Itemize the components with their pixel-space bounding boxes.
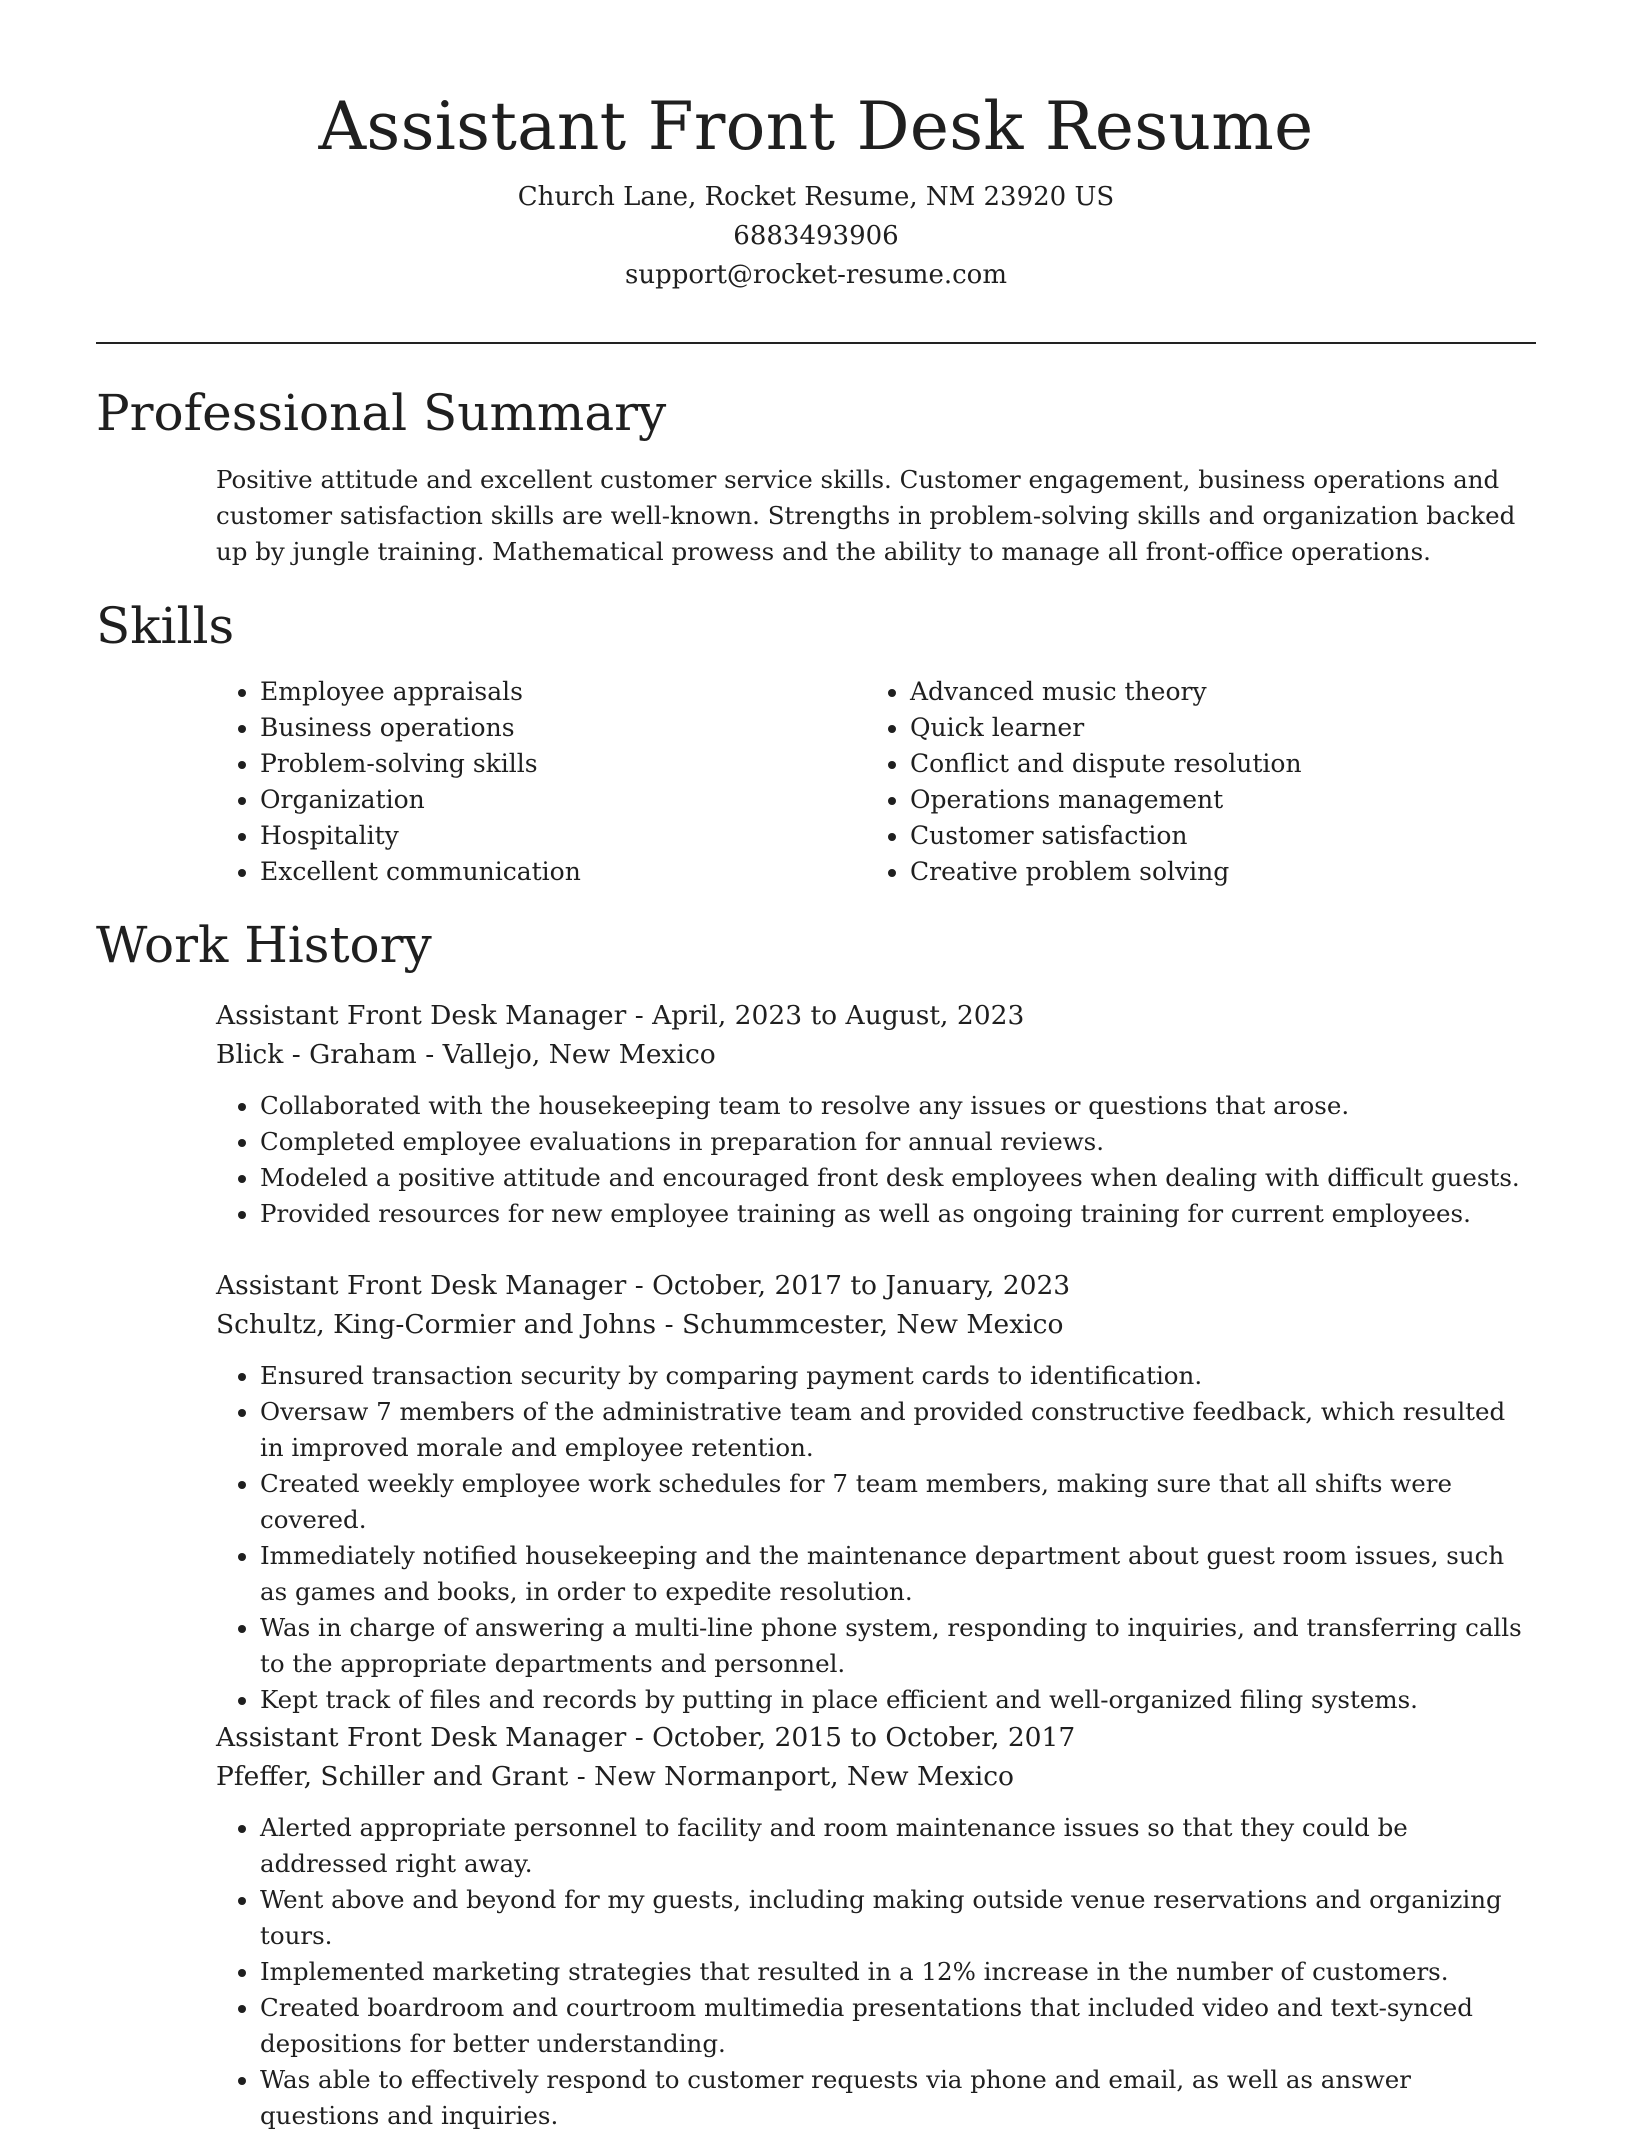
job-bullet: • Created weekly employee work schedules for 7 team members, making sure that all shifts were covered. — [260, 1466, 1536, 1538]
skill-item: • Excellent communication — [260, 854, 866, 890]
job-title: Assistant Front Desk Manager — [216, 1722, 627, 1753]
job-company-line: Pfeffer, Schiller and Grant - New Normanport, New Mexico — [216, 1761, 1014, 1792]
job-bullet: • Immediately notified housekeeping and the maintenance department about guest room issues, such as games and books, in order to expedite resolution. — [260, 1538, 1536, 1610]
job-bullets — [216, 1088, 1536, 1232]
skill-item: • Quick learner — [910, 710, 1516, 746]
job-title-line: Assistant Front Desk Manager - October, 2017 to January, 2023 — [216, 1270, 1071, 1301]
job-bullets — [216, 1810, 1536, 2134]
job-dates: April, 2023 to August, 2023 — [652, 1000, 1025, 1031]
job-bullet: • Oversaw 7 members of the administrative team and provided constructive feedback, which resulted in improved morale and employee retention. — [260, 1394, 1536, 1466]
job-title: Assistant Front Desk Manager — [216, 1270, 627, 1301]
job-bullet: • Was in charge of answering a multi-line phone system, responding to inquiries, and transferring calls to the appropriate departments and personnel. — [260, 1610, 1536, 1682]
job-title-line: Assistant Front Desk Manager - April, 2023 to August, 2023 — [216, 1000, 1025, 1031]
resume-header — [0, 0, 1632, 295]
skill-item: • Conflict and dispute resolution — [910, 746, 1516, 782]
job-dates: October, 2017 to January, 2023 — [652, 1270, 1071, 1301]
job-bullet: • Completed employee evaluations in preparation for annual reviews. — [260, 1124, 1536, 1160]
skill-item: • Problem-solving skills — [260, 746, 866, 782]
job-location: Schummcester, New Mexico — [681, 1309, 1064, 1340]
skill-item: • Organization — [260, 782, 866, 818]
contact-address: Church Lane, Rocket Resume, NM 23920 US — [517, 182, 1115, 212]
job-bullet: • Modeled a positive attitude and encouraged front desk employees when dealing with difficult guests. — [260, 1160, 1536, 1196]
skill-item: • Operations management — [910, 782, 1516, 818]
job-entry — [216, 1718, 1536, 2134]
skill-item: • Employee appraisals — [260, 674, 866, 710]
skills-column-right — [866, 674, 1516, 890]
job-company: Schultz, King-Cormier and Johns — [216, 1309, 657, 1340]
job-entry — [216, 996, 1536, 1232]
job-bullet: • Was able to effectively respond to customer requests via phone and email, as well as answer questions and inquiries. — [260, 2062, 1536, 2134]
job-location: New Normanport, New Mexico — [594, 1761, 1014, 1792]
summary-text: Positive attitude and excellent customer service skills. Customer engagement, business operations and customer satisfaction skills are well-known. Strengths in problem-solving skills and organization backed up by jungle training. Mathematical prowess and the ability to manage all front-office operations. — [216, 465, 1516, 566]
job-bullet: • Ensured transaction security by comparing payment cards to identification. — [260, 1358, 1536, 1394]
job-bullet: • Provided resources for new employee training as well as ongoing training for current employees. — [260, 1196, 1536, 1232]
skill-item: • Customer satisfaction — [910, 818, 1516, 854]
contact-block — [0, 178, 1632, 295]
work-history-heading: Work History — [96, 916, 432, 974]
skill-item: • Business operations — [260, 710, 866, 746]
job-bullet: • Kept track of files and records by putting in place efficient and well-organized filing systems. — [260, 1682, 1536, 1718]
contact-email: support@rocket-resume.com — [624, 260, 1007, 290]
job-bullet: • Implemented marketing strategies that resulted in a 12% increase in the number of customers. — [260, 1954, 1536, 1990]
skills-heading: Skills — [96, 597, 235, 655]
job-company: Blick - Graham — [216, 1039, 417, 1070]
contact-phone: 6883493906 — [733, 221, 899, 251]
job-bullet: • Created boardroom and courtroom multimedia presentations that included video and text-synced depositions for better understanding. — [260, 1990, 1536, 2062]
job-bullets — [216, 1358, 1536, 1718]
job-bullet: • Collaborated with the housekeeping team to resolve any issues or questions that arose. — [260, 1088, 1536, 1124]
job-bullet: • Went above and beyond for my guests, including making outside venue reservations and organizing tours. — [260, 1882, 1536, 1954]
skill-item: • Creative problem solving — [910, 854, 1516, 890]
header-divider — [96, 342, 1536, 344]
job-company-line: Schultz, King-Cormier and Johns - Schummcester, New Mexico — [216, 1309, 1064, 1340]
skill-item: • Hospitality — [260, 818, 866, 854]
job-title: Assistant Front Desk Manager — [216, 1000, 627, 1031]
job-bullet: • Alerted appropriate personnel to facility and room maintenance issues so that they could be addressed right away. — [260, 1810, 1536, 1882]
skills-list — [216, 674, 1526, 890]
summary-heading: Professional Summary — [96, 384, 667, 442]
resume-title: Assistant Front Desk Resume — [318, 88, 1314, 165]
skill-item: • Advanced music theory — [910, 674, 1516, 710]
job-title-line: Assistant Front Desk Manager - October, 2015 to October, 2017 — [216, 1722, 1076, 1753]
job-company-line: Blick - Graham - Vallejo, New Mexico — [216, 1039, 716, 1070]
job-location: Vallejo, New Mexico — [442, 1039, 716, 1070]
job-company: Pfeffer, Schiller and Grant — [216, 1761, 569, 1792]
job-dates: October, 2015 to October, 2017 — [652, 1722, 1076, 1753]
job-entry — [216, 1266, 1536, 1718]
skills-column-left — [216, 674, 866, 890]
